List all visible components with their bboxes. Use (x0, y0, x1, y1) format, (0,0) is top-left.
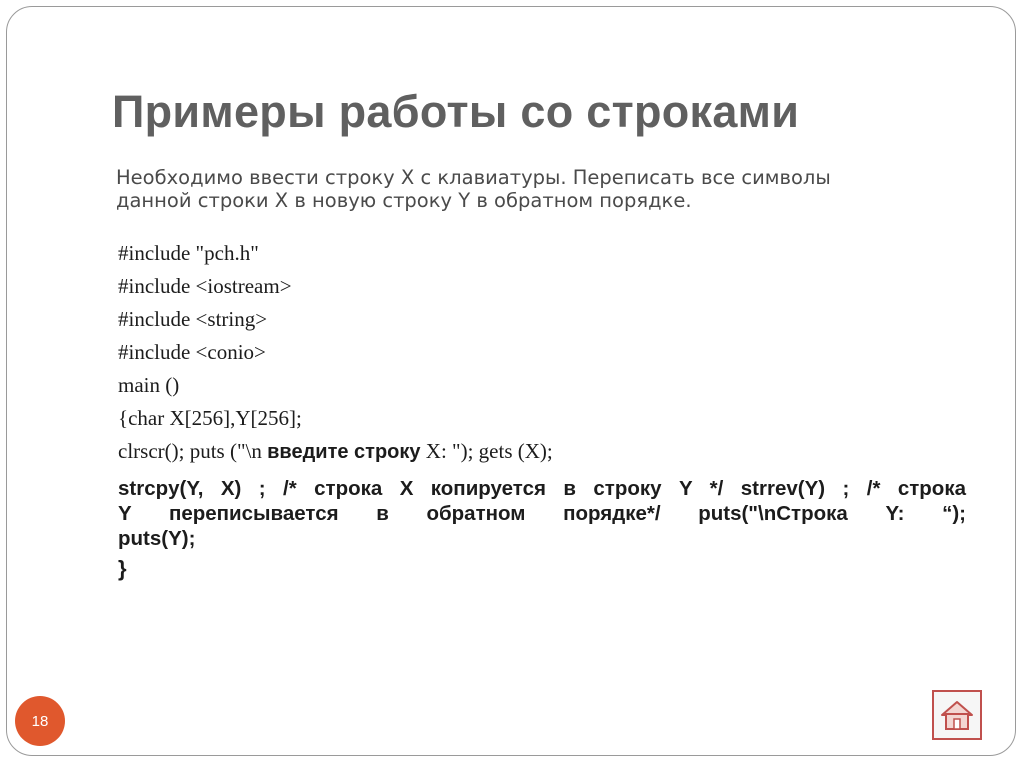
code-reverse-line-3: puts(Y); (118, 527, 196, 550)
task-description-line-2: данной строки X в новую строку Y в обратном порядке. (116, 189, 692, 212)
code-line-input-prompt: введите строку (267, 441, 421, 463)
task-description-line-1: Необходимо ввести строку X с клавиатуры. Переписать все символы (116, 166, 831, 189)
code-line-include-iostream: #include <iostream> (118, 274, 292, 298)
page-number-badge (15, 696, 65, 746)
code-line-include-conio: #include <conio> (118, 340, 266, 364)
code-line-declaration: {char X[256],Y[256]; (118, 406, 302, 430)
code-line-include-pch: #include "pch.h" (118, 241, 259, 265)
code-reverse-line-1: strcpy(Y, X) ; /* строка X копируется в строку Y */ strrev(Y) ; /* строка (118, 477, 966, 500)
code-line-input-part-2: X: "); gets (X); (420, 439, 553, 463)
page-number: 18 (31, 712, 49, 730)
code-line-input-part-1: clrscr(); puts ("\n (118, 439, 268, 463)
slide-title: Примеры работы со строками (112, 86, 800, 137)
home-button[interactable] (932, 690, 982, 740)
code-line-input (118, 438, 553, 471)
code-closing-brace: } (118, 556, 127, 581)
code-reverse-block (118, 476, 966, 551)
code-line-main: main () (118, 373, 180, 397)
home-icon (939, 698, 975, 732)
code-line-include-string: #include <string> (118, 307, 268, 331)
task-description (116, 166, 971, 212)
code-reverse-line-2: Y переписывается в обратном порядке*/ puts("\nСтрока Y: “); (118, 502, 966, 525)
code-block (118, 240, 553, 471)
